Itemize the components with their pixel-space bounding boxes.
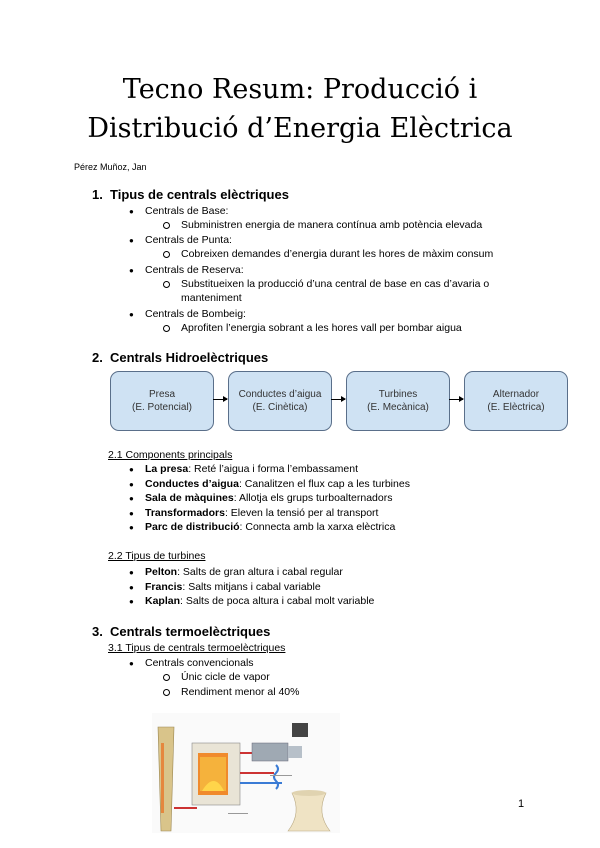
list-item-detail: Aprofiten l’energia sobrant a les hores vall per bombar aigua: [181, 322, 462, 334]
flow-box-alternador: Alternador (E. Elèctrica): [464, 371, 568, 431]
list-item: Centrals convencionals: [145, 657, 254, 669]
section-2-heading: 2. Centrals Hidroelèctriques: [92, 350, 269, 365]
section-1-heading: 1. Tipus de centrals elèctriques: [92, 187, 289, 202]
bullet: ●: [129, 583, 134, 592]
list-item: Centrals de Punta:: [145, 234, 232, 246]
subsection-title: 2.1 Components principals: [108, 449, 233, 461]
bullet: ●: [129, 568, 134, 577]
bullet: ●: [129, 236, 134, 245]
bullet: ●: [129, 266, 134, 275]
list-item: Kaplan: Salts de poca altura i cabal molt variable: [145, 595, 375, 607]
circle-bullet: [163, 281, 170, 288]
flow-box-presa: Presa (E. Potencial): [110, 371, 214, 431]
list-item: Conductes d’aigua: Canalitzen el flux cap a les turbines: [145, 478, 410, 490]
circle-bullet: [163, 674, 170, 681]
flow-box-turbines: Turbines (E. Mecànica): [346, 371, 450, 431]
list-item: Centrals de Bombeig:: [145, 308, 246, 320]
page-title-line-2: Distribució d’Energia Elèctrica: [87, 113, 513, 144]
bullet: ●: [129, 509, 134, 518]
list-item: Transformadors: Eleven la tensió per al transport: [145, 507, 379, 519]
circle-bullet: [163, 251, 170, 258]
list-item-detail: Rendiment menor al 40%: [181, 686, 300, 698]
list-item-detail: Cobreixen demandes d’energia durant les hores de màxim consum: [181, 248, 494, 260]
bullet: ●: [129, 310, 134, 319]
bullet: ●: [129, 207, 134, 216]
list-item: Centrals de Base:: [145, 205, 229, 217]
subsection-title: 2.2 Tipus de turbines: [108, 550, 206, 562]
bullet: ●: [129, 480, 134, 489]
subsection-title: 3.1 Tipus de centrals termoelèctriques: [108, 642, 286, 654]
circle-bullet: [163, 325, 170, 332]
thermal-plant-diagram: [152, 713, 340, 833]
arrow-icon: [449, 399, 463, 400]
list-item: Francis: Salts mitjans i cabal variable: [145, 581, 321, 593]
list-item: Sala de màquines: Allotja els grups turboalternadors: [145, 492, 393, 504]
list-item: Parc de distribució: Connecta amb la xarxa elèctrica: [145, 521, 396, 533]
bullet: ●: [129, 597, 134, 606]
bullet: ●: [129, 494, 134, 503]
list-item-detail: Substitueixen la producció d’una central de base en cas d’avaria o: [181, 278, 490, 290]
list-item: La presa: Reté l’aigua i forma l’embassament: [145, 463, 359, 475]
list-item: Pelton: Salts de gran altura i cabal regular: [145, 566, 343, 578]
circle-bullet: [163, 689, 170, 696]
arrow-icon: [331, 399, 345, 400]
bullet: ●: [129, 465, 134, 474]
list-item: Centrals de Reserva:: [145, 264, 244, 276]
bullet: ●: [129, 659, 134, 668]
circle-bullet: [163, 222, 170, 229]
section-3-heading: 3. Centrals termoelèctriques: [92, 624, 271, 639]
page-number: 1: [518, 798, 525, 810]
flow-box-conductes: Conductes d’aigua (E. Cinètica): [228, 371, 332, 431]
arrow-icon: [213, 399, 227, 400]
author: Pérez Muñoz, Jan: [74, 162, 147, 172]
list-item-detail: Subministren energia de manera contínua amb potència elevada: [181, 219, 483, 231]
list-item-detail: manteniment: [181, 292, 242, 304]
page-title-line-1: Tecno Resum: Producció i: [122, 74, 478, 105]
bullet: ●: [129, 523, 134, 532]
list-item-detail: Únic cicle de vapor: [181, 671, 270, 683]
